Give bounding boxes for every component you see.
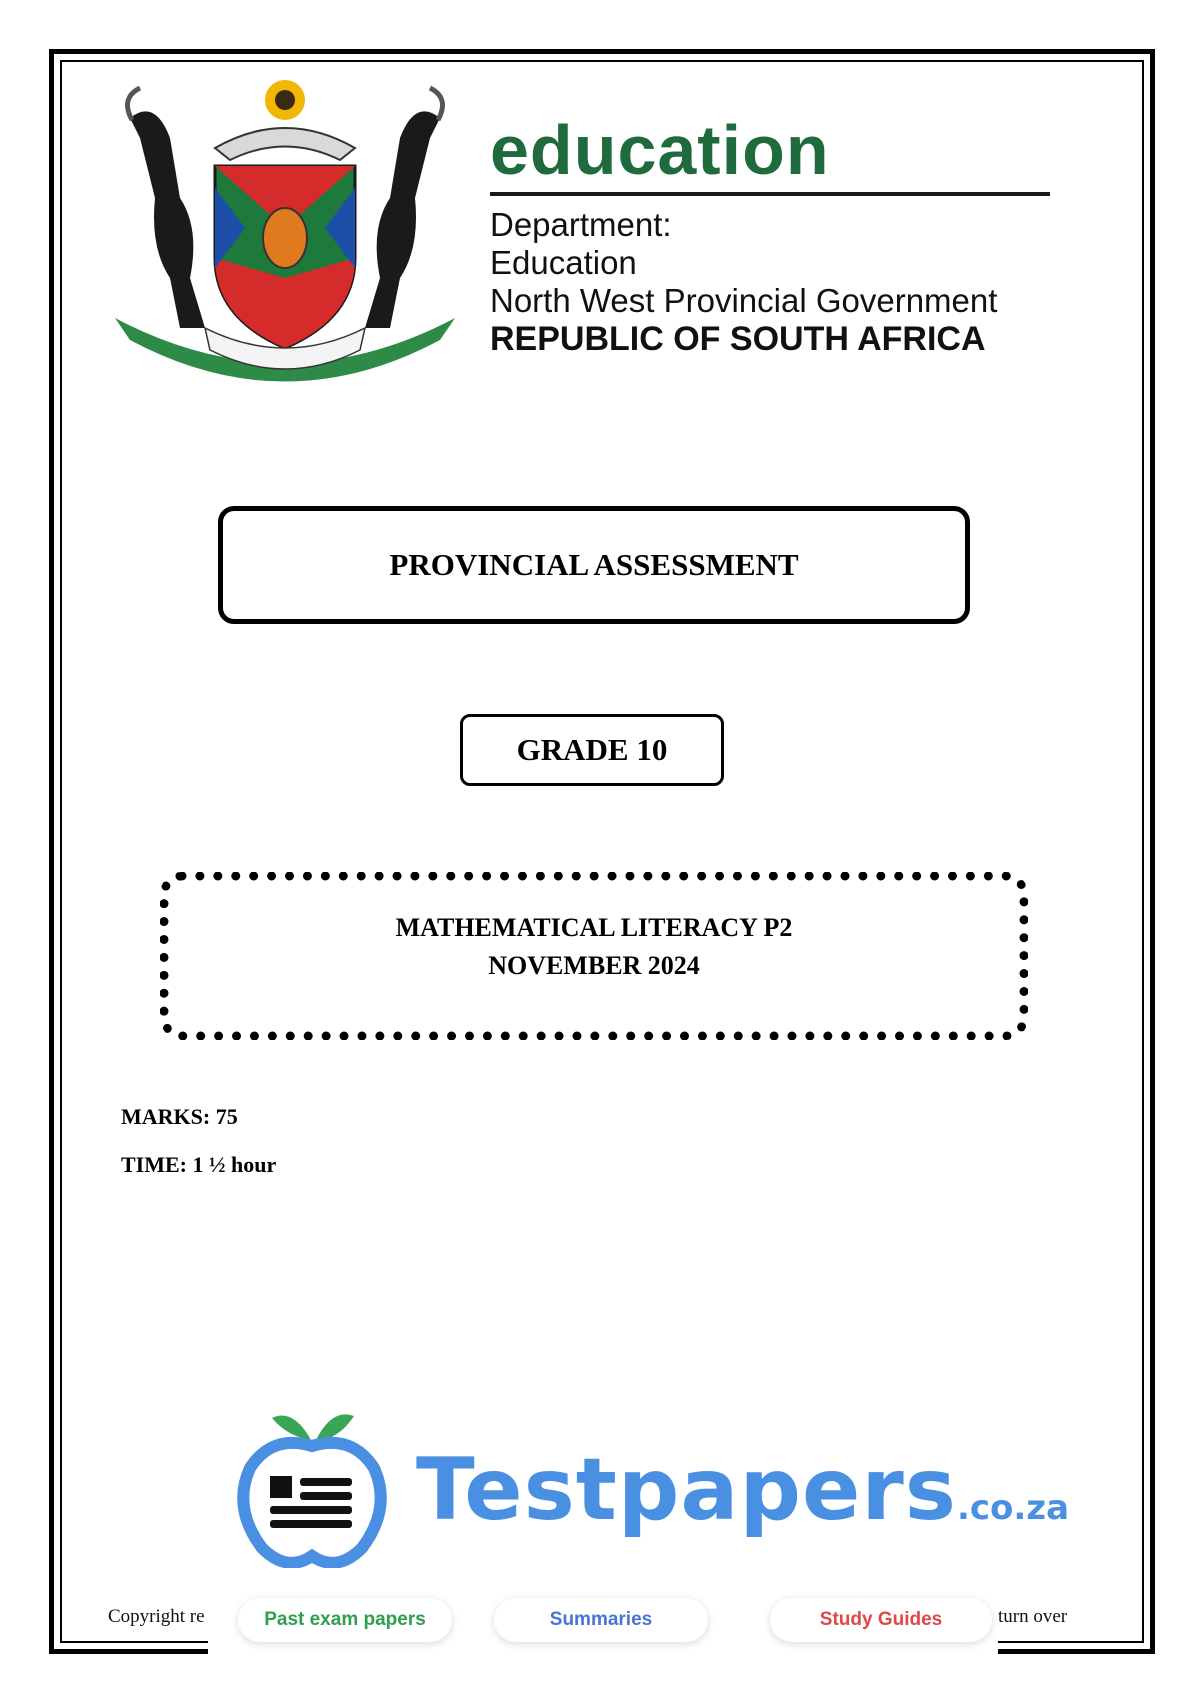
assessment-title-box — [218, 506, 970, 624]
department-title: education — [490, 111, 830, 189]
country-name: REPUBLIC OF SOUTH AFRICA — [490, 320, 986, 358]
marks-label: MARKS: 75 — [121, 1104, 238, 1129]
testpapers-logo-icon[interactable] — [232, 1398, 392, 1568]
testpapers-brand[interactable] — [416, 1440, 1069, 1558]
time-label: TIME: 1 ½ hour — [121, 1152, 277, 1177]
department-line: Department: — [490, 206, 672, 243]
turn-over-text: turn over — [998, 1606, 1068, 1627]
exam-session: NOVEMBER 2024 — [488, 951, 700, 980]
study-guides-button[interactable]: Study Guides — [770, 1598, 992, 1642]
summaries-button[interactable]: Summaries — [494, 1598, 708, 1642]
subject-box — [160, 872, 1028, 1040]
department-line: North West Provincial Government — [490, 282, 998, 319]
brand-name: Testpapers — [416, 1440, 957, 1540]
grade-label: GRADE 10 — [516, 732, 668, 767]
assessment-title: PROVINCIAL ASSESSMENT — [389, 547, 799, 582]
copyright-text: Copyright re — [108, 1606, 205, 1627]
brand-suffix: .co.za — [956, 1488, 1070, 1528]
department-heading — [490, 110, 1050, 358]
department-line: Education — [490, 244, 637, 281]
subject-title: MATHEMATICAL LITERACY P2 — [395, 913, 793, 942]
coat-of-arms-icon — [110, 78, 460, 388]
heading-divider — [490, 192, 1050, 196]
past-exam-papers-button[interactable]: Past exam papers — [238, 1598, 452, 1642]
grade-box — [460, 714, 724, 786]
